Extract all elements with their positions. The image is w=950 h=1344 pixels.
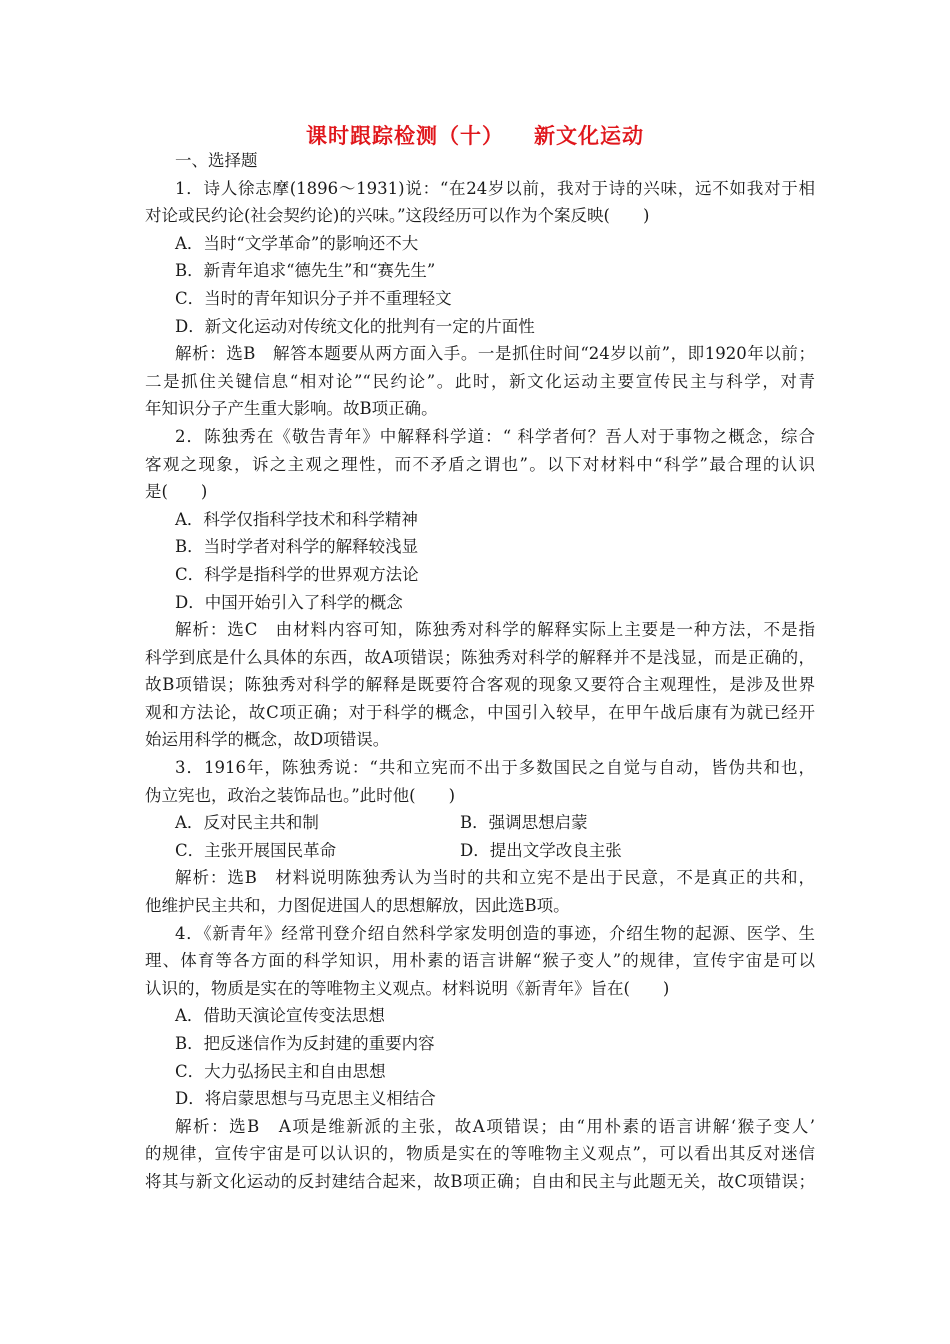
answer-option: A．科学仅指科学技术和科学精神 — [175, 509, 418, 529]
question-stem-line: 3．1916年，陈独秀说：“共和立宪而不出于多数国民之自觉与自动，皆伪共和也， — [175, 758, 815, 778]
question-stem-line: 客观之现象，诉之主观之理性，而不矛盾之谓也”。以下对材料中“科学”最合理的认识 — [145, 454, 815, 474]
question-stem-line: 是( ) — [145, 482, 208, 502]
question-1 — [145, 175, 815, 423]
analysis-line: 解析：选C 由材料内容可知，陈独秀对科学的解释实际上主要是一种方法，不是指 — [175, 620, 815, 640]
answer-option-row — [145, 809, 815, 837]
answer-option: B．新青年追求“德先生”和“赛先生” — [175, 261, 436, 281]
question-stem-line: 2．陈独秀在《敬告青年》中解释科学道：“ 科学者何？吾人对于事物之概念，综合 — [175, 426, 815, 446]
answer-option: C．大力弘扬民主和自由思想 — [175, 1061, 386, 1081]
analysis-line: 观和方法论，故C项正确；对于科学的概念，中国引入较早，在甲午战后康有为就已经开 — [145, 702, 815, 722]
answer-option: A．借助天演论宣传变法思想 — [175, 1006, 385, 1026]
analysis-line: 将其与新文化运动的反封建结合起来，故B项正确；自由和民主与此题无关，故C项错误； — [145, 1171, 815, 1191]
answer-option: C．科学是指科学的世界观方法论 — [175, 564, 419, 584]
answer-option: D．中国开始引入了科学的概念 — [175, 592, 403, 612]
question-stem-line: 认识的，物质是实在的等唯物主义观点。材料说明《新青年》旨在( ) — [145, 978, 670, 998]
answer-option: B．当时学者对科学的解释较浅显 — [175, 537, 419, 557]
question-stem-line: 对论或民约论(社会契约论)的兴味。”这段经历可以作为个案反映( ) — [145, 206, 650, 226]
section-heading: 一、选择题 — [175, 151, 258, 170]
analysis-line: 年知识分子产生重大影响。故B项正确。 — [145, 399, 438, 419]
answer-option-row — [145, 837, 815, 865]
analysis-line: 始运用科学的概念，故D项错误。 — [145, 730, 390, 750]
analysis-line: 二是抓住关键信息“相对论”“民约论”。此时，新文化运动主要宣传民主与科学，对青 — [145, 371, 815, 391]
title-part2: 新文化运动 — [534, 124, 644, 148]
answer-option: D．新文化运动对传统文化的批判有一定的片面性 — [175, 316, 535, 336]
answer-option: D．将启蒙思想与马克思主义相结合 — [175, 1089, 436, 1109]
question-3 — [145, 754, 815, 920]
page-title — [0, 120, 950, 150]
answer-option: D．提出文学改良主张 — [460, 840, 622, 860]
question-stem-line: 4．《新青年》经常刊登介绍自然科学家发明创造的事迹，介绍生物的起源、医学、生 — [175, 923, 815, 943]
question-4 — [145, 920, 815, 1196]
answer-option: B．强调思想启蒙 — [460, 813, 588, 833]
answer-option: C．主张开展国民革命 — [175, 840, 337, 860]
answer-option: A．反对民主共和制 — [175, 813, 319, 833]
answer-option: B．把反迷信作为反封建的重要内容 — [175, 1034, 435, 1053]
analysis-line: 解析：选B 解答本题要从两方面入手。一是抓住时间“24岁以前”，即1920年以前； — [175, 344, 815, 364]
title-part1: 课时跟踪检测（十） — [306, 124, 504, 148]
answer-option: A．当时“文学革命”的影响还不大 — [175, 233, 419, 253]
document-body — [145, 147, 815, 1196]
question-stem-line: 伪立宪也，政治之装饰品也。”此时他( ) — [145, 785, 456, 805]
analysis-line: 解析：选B A项是维新派的主张，故A项错误；由“用朴素的语言讲解‘猴子变人’ — [175, 1116, 815, 1136]
question-2 — [145, 423, 815, 754]
question-stem-line: 1．诗人徐志摩(1896～1931)说：“在24岁以前，我对于诗的兴味，远不如我对于相 — [175, 178, 815, 198]
answer-option: C．当时的青年知识分子并不重理轻文 — [175, 288, 452, 308]
analysis-line: 解析：选B 材料说明陈独秀认为当时的共和立宪不是出于民意，不是真正的共和， — [175, 868, 815, 888]
analysis-line: 故B项错误；陈独秀对科学的解释是既要符合客观的现象又要符合主观理性，是涉及世界 — [145, 675, 815, 695]
analysis-line: 他维护民主共和，力图促进国人的思想解放，因此选B项。 — [145, 896, 570, 916]
analysis-line: 科学到底是什么具体的东西，故A项错误；陈独秀对科学的解释并不是浅显，而是正确的， — [145, 647, 815, 667]
question-stem-line: 理、体育等各方面的科学知识，用朴素的语言讲解“猴子变人”的规律，宣传宇宙是可以 — [145, 951, 815, 971]
analysis-line: 的规律，宣传宇宙是可以认识的，物质是实在的等唯物主义观点”，可以看出其反对迷信 — [145, 1144, 815, 1164]
